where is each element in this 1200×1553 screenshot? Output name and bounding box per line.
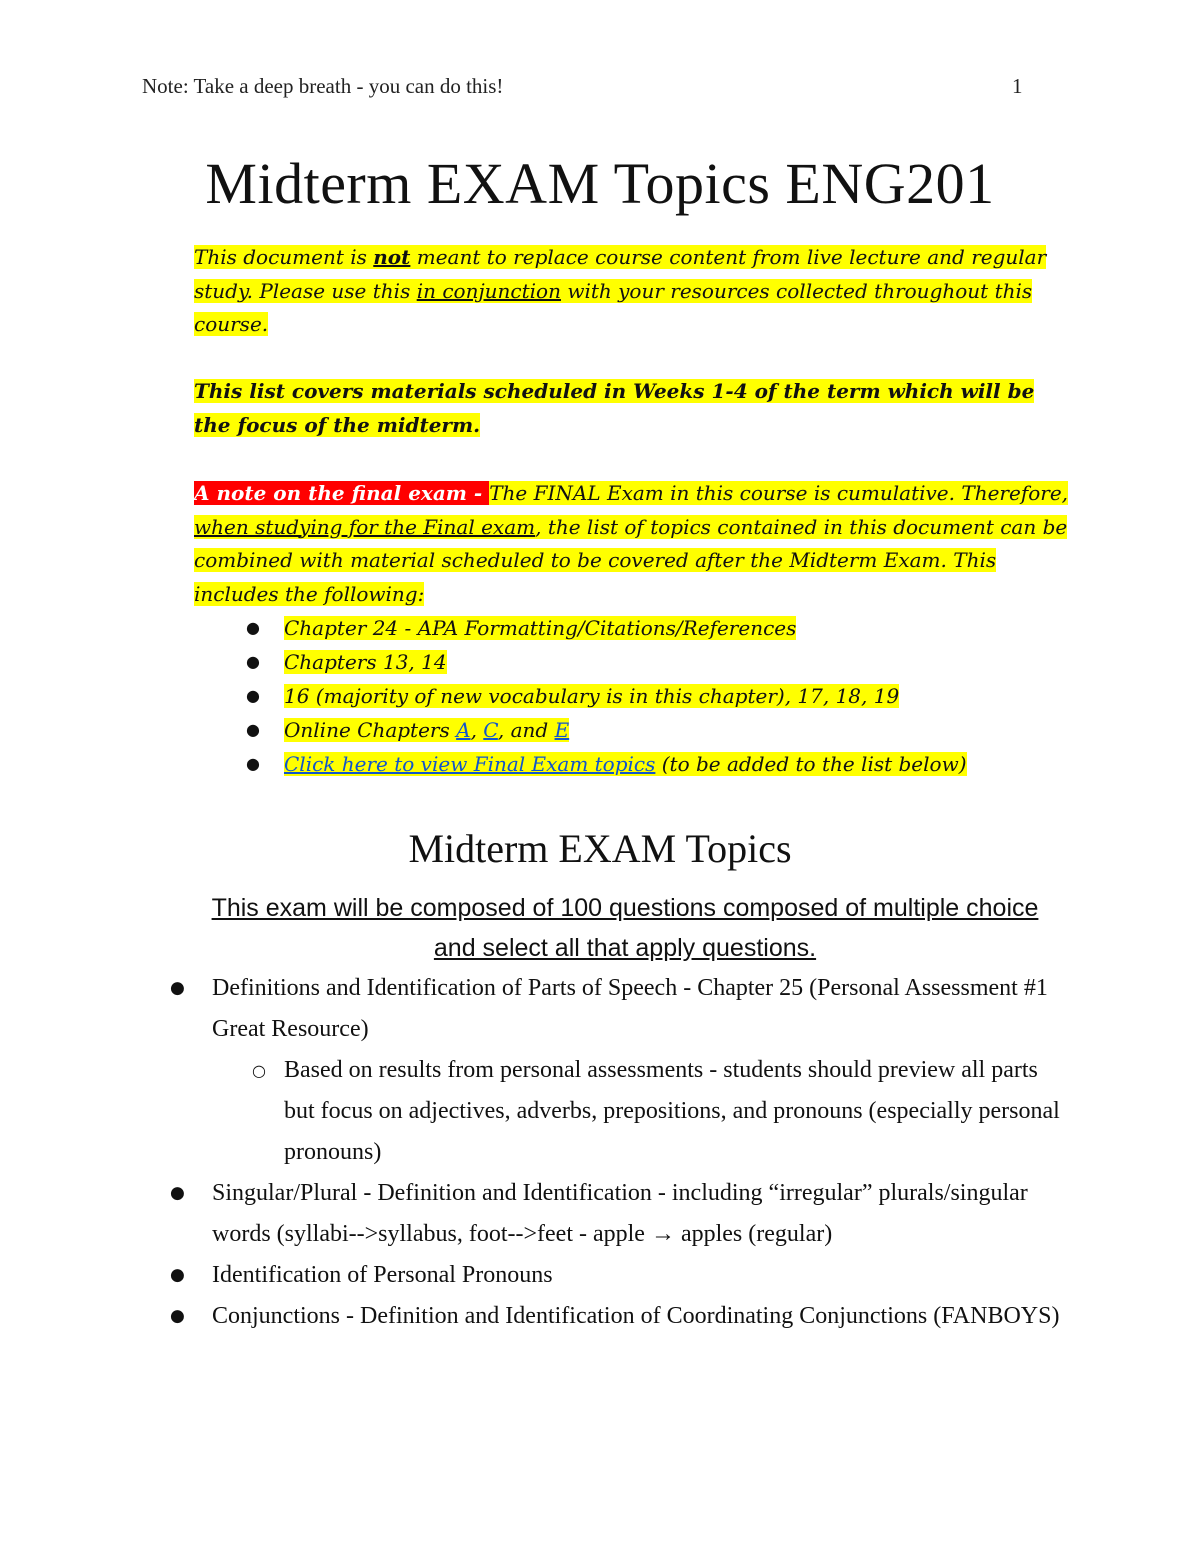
list-item bbox=[246, 747, 967, 781]
sub-item bbox=[212, 1050, 1070, 1173]
notice-text: This document is bbox=[194, 245, 374, 269]
list-item-text: Online Chapters bbox=[284, 718, 457, 742]
notice-text: with your resources collected throughout this course. bbox=[194, 278, 1033, 336]
list-item bbox=[246, 611, 967, 645]
notice-paragraph-1 bbox=[194, 241, 1074, 342]
notice-paragraph-2 bbox=[194, 375, 1074, 442]
bullet-icon: ● bbox=[246, 652, 260, 671]
notice-text: , the list of topics contained in this document can be combined with material scheduled to be covered after the Midterm Exam. This includes the following: bbox=[194, 514, 1068, 606]
sub-list bbox=[212, 1050, 1070, 1173]
topic-text: Identification of Personal Pronouns bbox=[212, 1262, 553, 1288]
final-exam-note bbox=[194, 477, 1074, 611]
chapter-c-link[interactable]: C bbox=[483, 718, 498, 742]
list-item bbox=[246, 645, 967, 679]
topic-text: Definitions and Identification of Parts of Speech - Chapter 25 (Personal Assessment #1 Great Resource) bbox=[212, 975, 1048, 1042]
list-item bbox=[246, 713, 967, 747]
hollow-bullet-icon: ○ bbox=[252, 1061, 266, 1080]
list-item-text: Chapters 13, 14 bbox=[284, 650, 447, 674]
page-number: 1 bbox=[1012, 74, 1023, 98]
topic-item bbox=[170, 1173, 1070, 1255]
final-exam-list bbox=[246, 611, 967, 781]
chapter-a-link[interactable]: A bbox=[456, 718, 471, 742]
emphasis-not: not bbox=[373, 245, 411, 269]
bullet-icon: ● bbox=[170, 1183, 185, 1203]
emphasis-final-study: when studying for the Final exam bbox=[194, 514, 536, 539]
notice-text: meant to replace course content from live lecture and regular study. Please use this bbox=[194, 245, 1047, 303]
final-exam-label: A note on the final exam - bbox=[194, 481, 490, 505]
bullet-icon: ● bbox=[170, 1265, 185, 1285]
bullet-icon: ● bbox=[170, 1306, 185, 1326]
bullet-icon: ● bbox=[246, 618, 260, 637]
separator-text: , bbox=[470, 718, 484, 742]
document-title: Midterm EXAM Topics ENG201 bbox=[205, 151, 995, 216]
bullet-icon: ● bbox=[170, 978, 185, 998]
topic-item bbox=[170, 1255, 1070, 1296]
topic-item bbox=[170, 968, 1070, 1173]
topic-item bbox=[170, 1296, 1070, 1337]
emphasis-in-conjunction: in conjunction bbox=[416, 278, 561, 303]
list-item-text: (to be added to the list below) bbox=[655, 752, 967, 776]
chapter-e-link[interactable]: E bbox=[554, 718, 570, 742]
bullet-icon: ● bbox=[246, 720, 260, 739]
notice-text: The FINAL Exam in this course is cumulative. Therefore, bbox=[489, 481, 1069, 505]
topic-text: Singular/Plural - Definition and Identification - including “irregular” plurals/singular words (syllabi-->syllabus, foot-->feet - apple → apples (regular) bbox=[212, 1180, 1028, 1247]
bullet-icon: ● bbox=[246, 754, 260, 773]
list-item bbox=[246, 679, 967, 713]
bullet-icon: ● bbox=[246, 686, 260, 705]
sub-item-text: Based on results from personal assessments - students should preview all parts but focus on adjectives, adverbs, prepositions, and pronouns (especially personal pronouns) bbox=[284, 1057, 1060, 1165]
topic-text: Conjunctions - Definition and Identification of Coordinating Conjunctions (FANBOYS) bbox=[212, 1303, 1060, 1329]
weeks-notice: This list covers materials scheduled in Weeks 1-4 of the term which will be the focus of the midterm. bbox=[194, 379, 1035, 437]
header-note: Note: Take a deep breath - you can do this! bbox=[142, 74, 504, 98]
separator-text: , and bbox=[497, 718, 555, 742]
exam-description: This exam will be composed of 100 questions composed of multiple choice and select all that apply questions. bbox=[211, 894, 1039, 962]
list-item-text: 16 (majority of new vocabulary is in this chapter), 17, 18, 19 bbox=[284, 684, 900, 708]
topics-list bbox=[170, 968, 1070, 1337]
section-title: Midterm EXAM Topics bbox=[408, 826, 792, 871]
final-exam-topics-link[interactable]: Click here to view Final Exam topics bbox=[284, 752, 656, 776]
list-item-text: Chapter 24 - APA Formatting/Citations/References bbox=[284, 616, 797, 640]
